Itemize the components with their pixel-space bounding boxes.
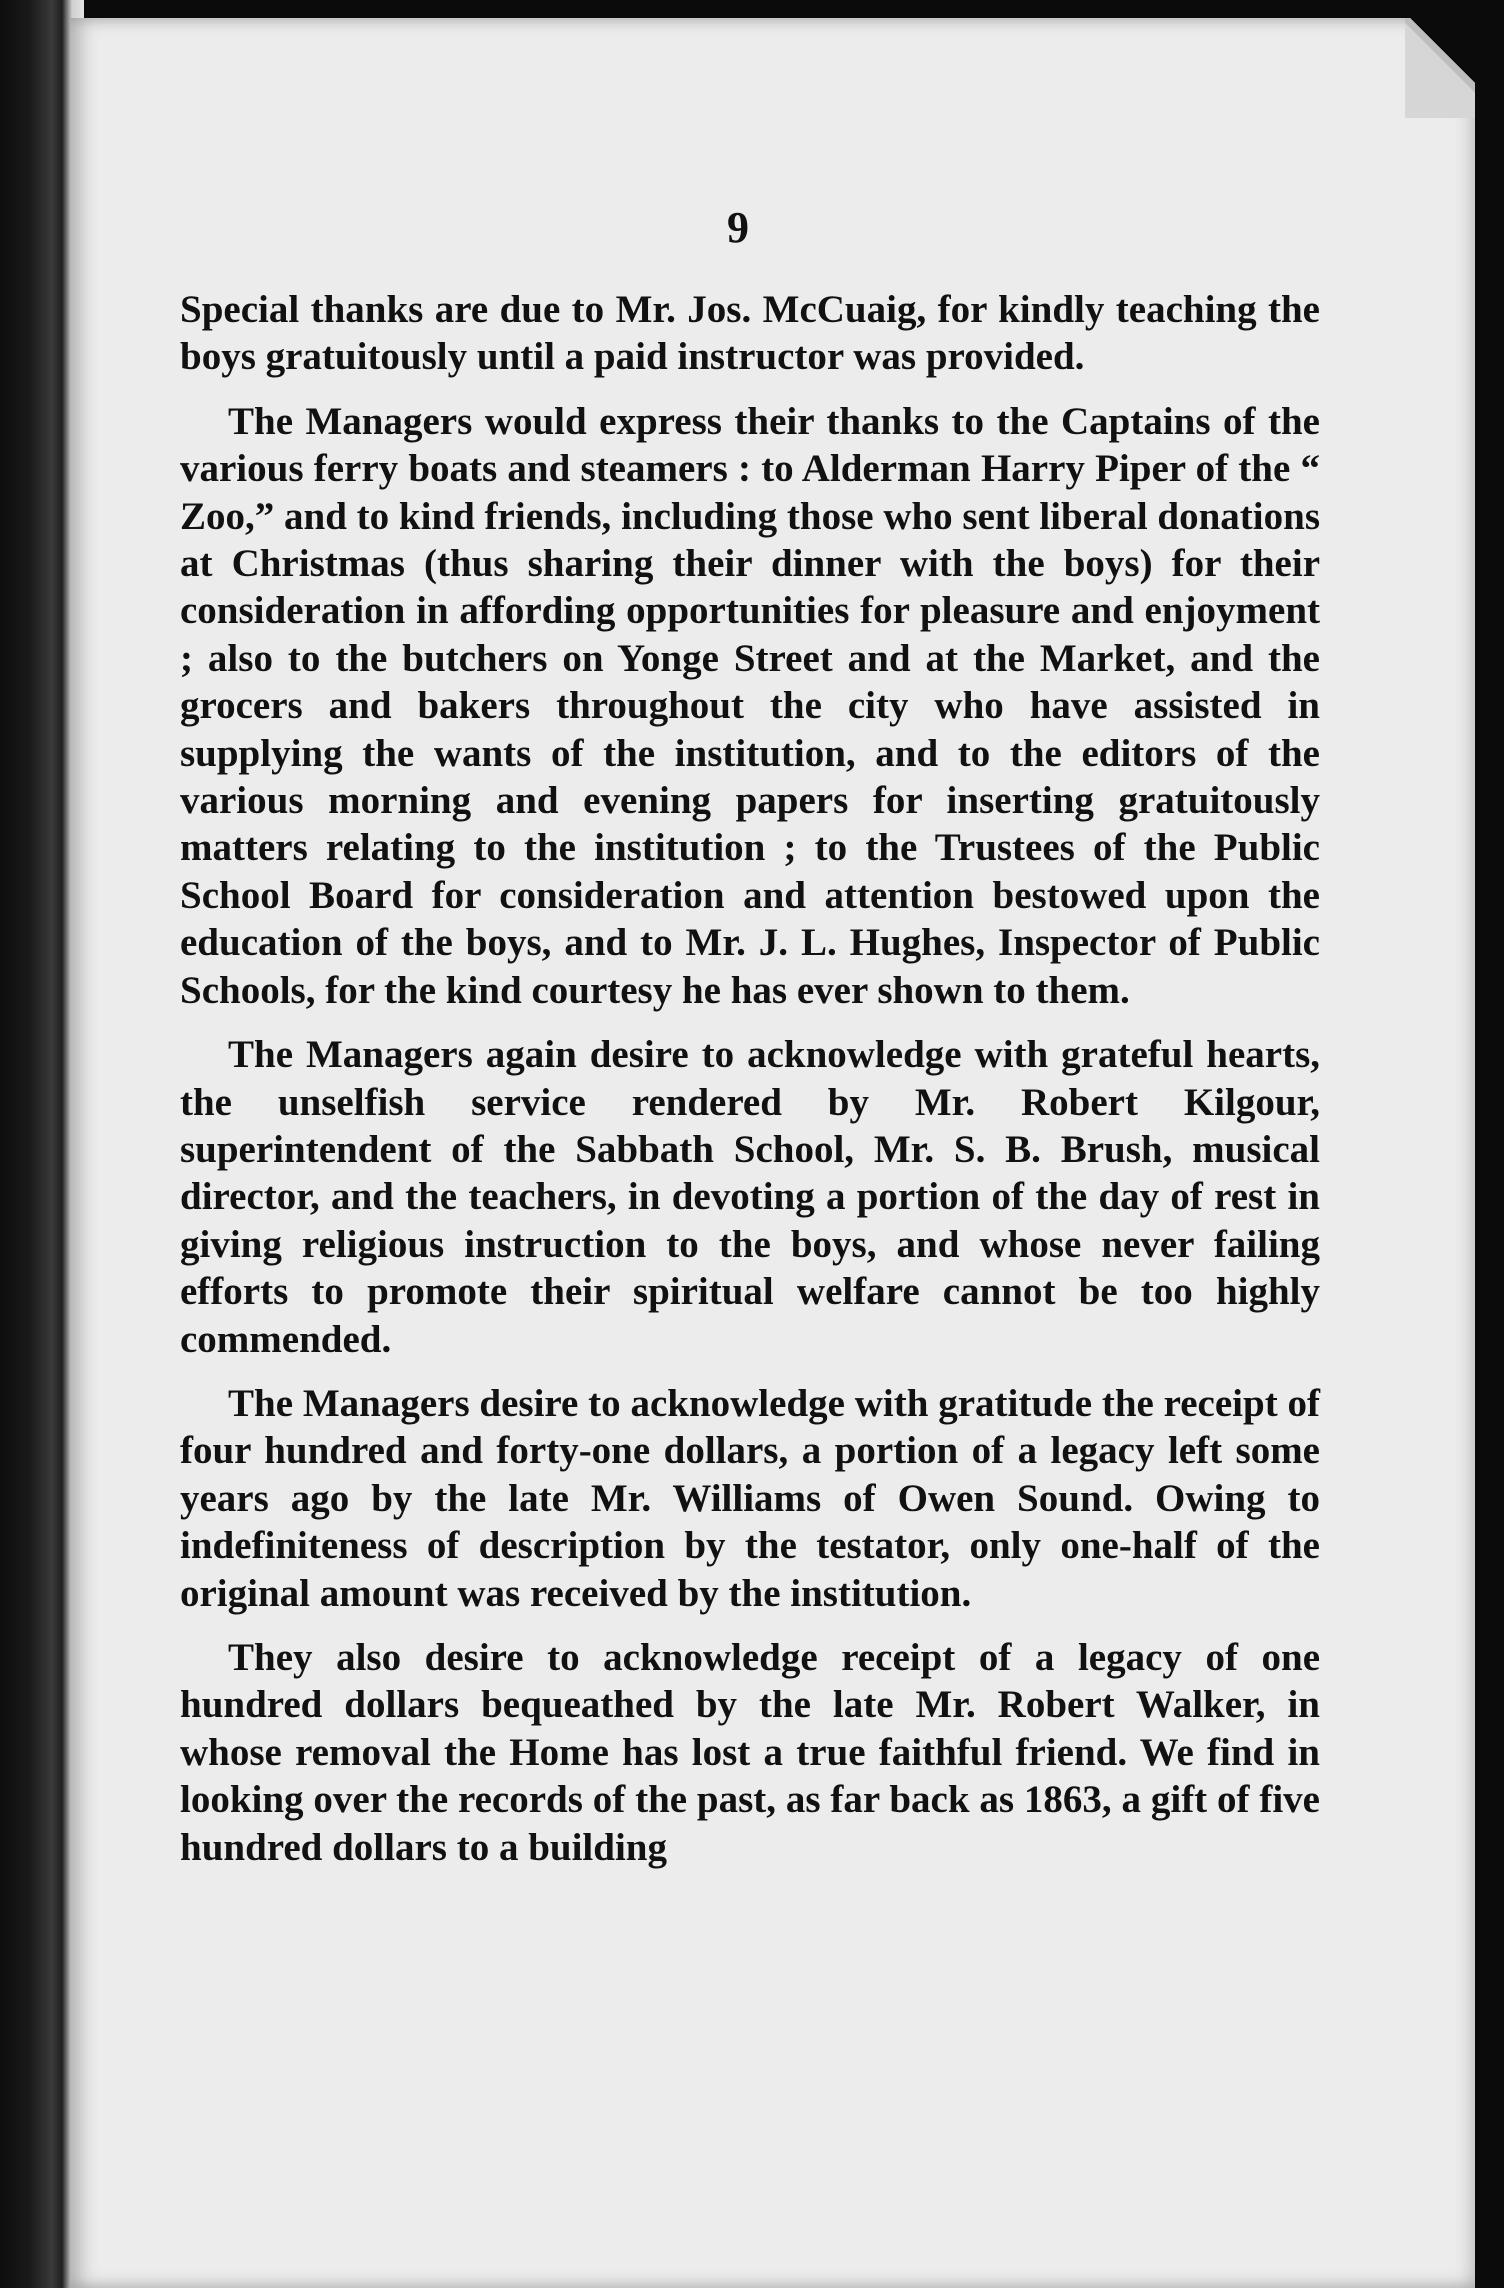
body-text	[180, 286, 1320, 1888]
paragraph-special-thanks: Special thanks are due to Mr. Jos. McCuaig, for kindly teaching the boys gratuitously until a paid instructor was provided.	[180, 288, 1320, 379]
paragraph-williams-legacy: The Managers desire to acknowledge with gratitude the receipt of four hundred and forty-one dollars, a portion of a legacy left some years ago by the late Mr. Williams of Owen Sound. Owing to indefiniteness of description by the testator, only one-half of the original amount was received by the institution.	[180, 1381, 1320, 1615]
paragraph-managers-thanks: The Managers would express their thanks to the Captains of the various ferry boats and steamers : to Alderman Harry Piper of the “ Zoo,” and to kind friends, including those who sent liberal donations at Christmas (thus sharing their dinner with the boys) for their consideration in affording opportunities for pleasure and enjoyment ; also to the butchers on Yonge Street and at the Market, and the grocers and bakers throughout the city who have assisted in supplying the wants of the institution, and to the editors of the various morning and evening papers for inserting gratuitously matters relating to the institution ; to the Trustees of the Public School Board for consideration and attention bestowed upon the education of the boys, and to Mr. J. L. Hughes, Inspector of Public Schools, for the kind courtesy he has ever shown to them.	[180, 399, 1320, 1012]
paragraph-walker-legacy: They also desire to acknowledge receipt of a legacy of one hundred dollars bequeathed by the late Mr. Robert Walker, in whose removal the Home has lost a true faithful friend. We find in looking over the records of the past, as far back as 1863, a gift of five hundred dollars to a building	[180, 1635, 1320, 1869]
paragraph-sabbath-school: The Managers again desire to acknowledge with grateful hearts, the unselfish service rendered by Mr. Robert Kilgour, superintendent of the Sabbath School, Mr. S. B. Brush, musical director, and the teachers, in devoting a portion of the day of rest in giving religious instruction to the boys, and whose never failing efforts to promote their spiritual welfare cannot be too highly commended.	[180, 1033, 1320, 1361]
folded-corner	[1405, 18, 1475, 118]
page-number: 9	[727, 203, 749, 252]
